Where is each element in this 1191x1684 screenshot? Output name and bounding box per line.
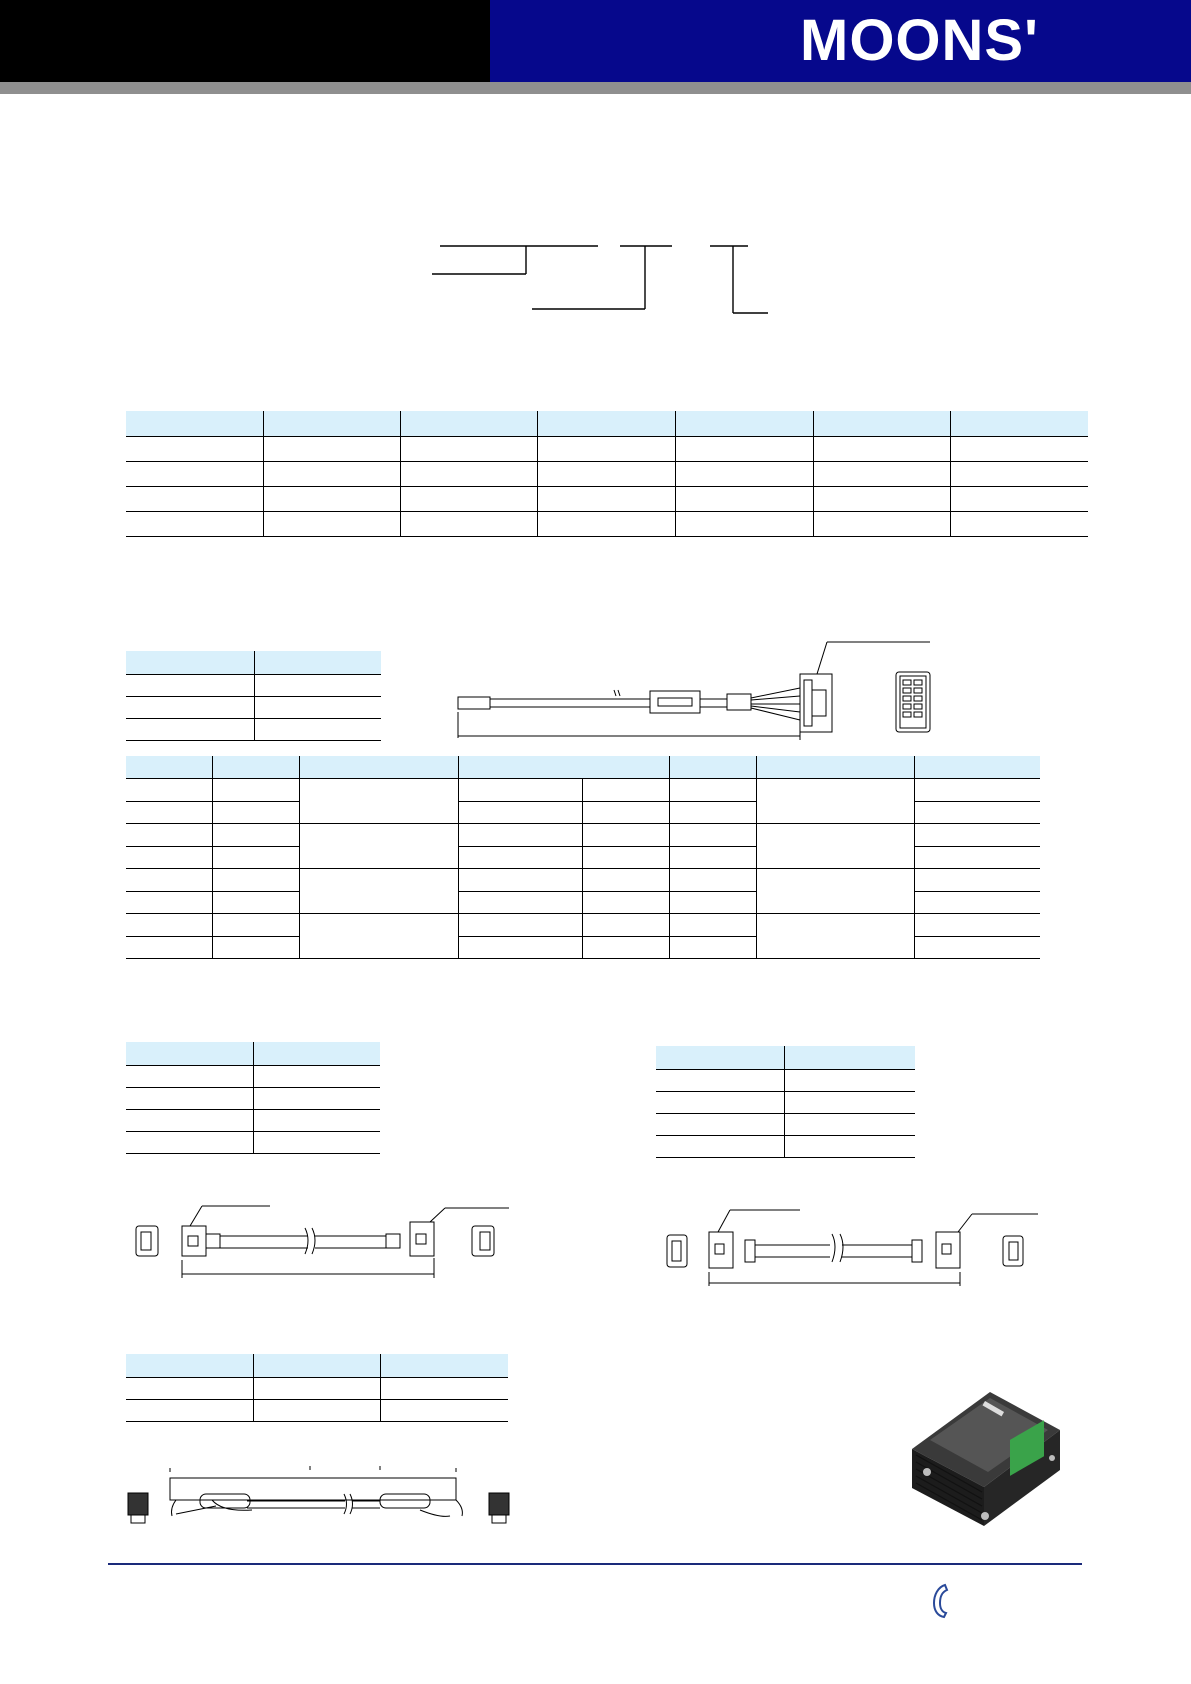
- brand-logo: MOONS': [800, 8, 1039, 73]
- cable-drawing-3: [667, 1210, 1038, 1286]
- phone-icon: [930, 1583, 952, 1619]
- cable-drawing-2: [136, 1206, 509, 1278]
- cable-drawing-4: [128, 1466, 509, 1523]
- cable-drawing-1: [458, 642, 930, 740]
- footer-rule: [108, 1563, 1082, 1565]
- stepper-driver-photo: [912, 1392, 1060, 1526]
